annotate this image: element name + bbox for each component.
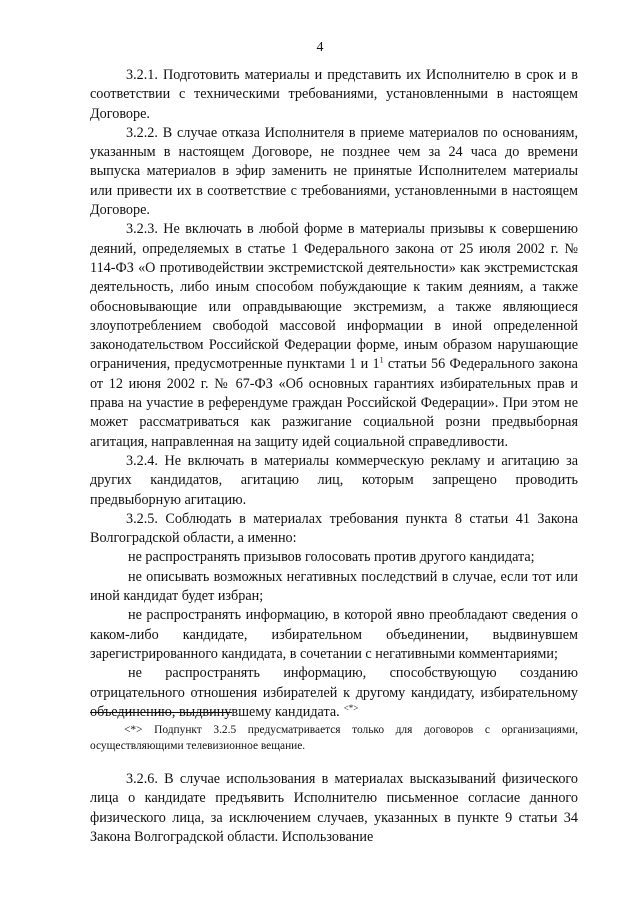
clause-3-2-6: 3.2.6. В случае использования в материалах высказываний физического лица о кандидате предъявить Исполнителю письменное согласие данного физического лица, за исключением случаев, указанных в пункте 9 статьи 34 Закона Волгоградской области. Использование [90,771,578,845]
clause-3-2-5-item-1: не распространять призывов голосовать против другого кандидата; [128,549,535,566]
clause-3-2-3-text-a: 3.2.3. Не включать в любой форме в материалы призывы к совершению деяний, определяемых в статье 1 Федерального закона от 25 июля 2002 г. № 114-ФЗ «О противодействии экстремистской деятельности» как экстремистская деятельность, либо иным способом побуждающие к таким деяниям, а также обосновывающие или оправдывающие экстремизм, а также являющиеся злоупотреблением свободой массовой информации в иной определенной законодательством Российской Федерации форме, иным образом нарушающие ограничения, предусмотренные пунктами 1 и 1 [90,221,578,373]
contract-text [90,66,578,723]
clause-3-2-2: 3.2.2. В случае отказа Исполнителя в приеме материалов по основаниям, указанным в настоящем Договоре, не позднее чем за 24 часа до времени выпуска материалов в эфир заменить не принятые Исполнителем материалы или привести их в соответствие с требованиями, установленными в настоящем Договоре. [90,124,578,219]
clause-3-2-3 [90,220,578,452]
clause-3-2-1: 3.2.1. Подготовить материалы и представить их Исполнителю в срок и в соответствии с техническими требованиями, установленными в настоящем Договоре. [90,67,578,122]
footnote [90,722,578,754]
footnote-separator [90,712,232,713]
footnote-paragraph [90,722,578,754]
clause-3-2-5-item-3: не распространять информацию, в которой явно преобладают сведения о каком-либо кандидате, избирательном объединении, выдвинувшем зарегистрированного кандидата, в сочетании с негативными комментариями; [90,607,578,662]
clause-3-2-4: 3.2.4. Не включать в материалы коммерческую рекламу и агитацию за других кандидатов, агитацию лиц, которым запрещено проводить предвыборную агитацию. [90,452,578,508]
footnote-marker: <*> [124,724,143,736]
footnote-reference: <*> [343,702,359,713]
clause-3-2-5-item-2: не описывать возможных негативных последствий в случае, если тот или иной кандидат будет избран; [90,568,578,605]
clause-3-2-3-text-b: статьи 56 Федерального закона от 12 июня 2002 г. № 67-ФЗ «Об основных гарантиях избирательных прав и права на участие в референдуме граждан Российской Федерации». При этом не может рассматриваться как разжигание социальной розни предвыборная агитация, направленная на защиту идей социальной справедливости. [90,356,578,450]
contract-text-continued [90,770,578,847]
footnote-text: Подпункт 3.2.5 предусматривается только для договоров с организациями, осуществляющими телевизионное вещание. [90,724,578,752]
clause-3-2-5-item-4-text: не распространять информацию, способствующую созданию отрицательного отношения избирателей к другому кандидату, избирательному объединению, выдвинувшему кандидата. [90,665,578,720]
clause-3-2-5: 3.2.5. Соблюдать в материалах требования пункта 8 статьи 41 Закона Волгоградской области, а именно: [90,510,578,547]
clause-3-2-5-item-4 [90,664,578,723]
superscript-one: 1 [379,355,384,365]
page-number: 4 [316,40,324,55]
